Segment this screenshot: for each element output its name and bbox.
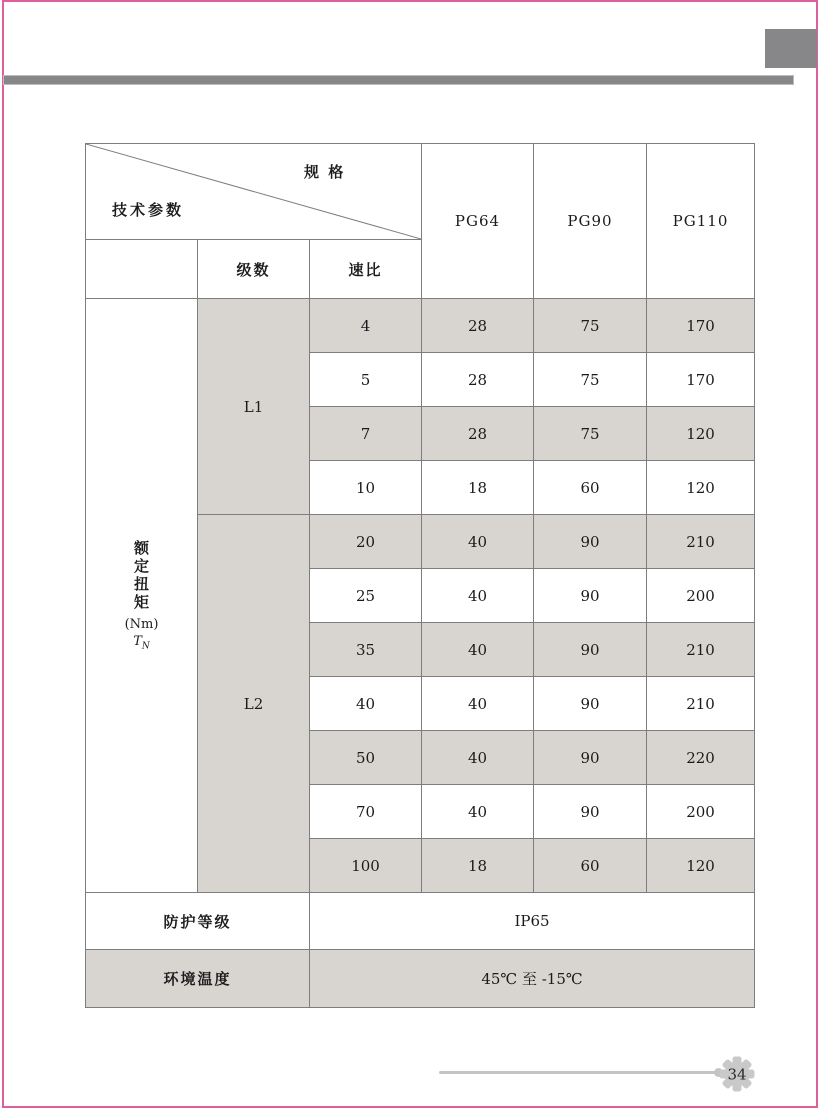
value-cell: 90 <box>534 569 647 623</box>
ambient-temperature-label: 环境温度 <box>86 950 310 1008</box>
table-corner-cell <box>86 144 422 240</box>
value-cell: 210 <box>647 623 755 677</box>
value-cell: 200 <box>647 785 755 839</box>
ratio-cell: 7 <box>310 407 422 461</box>
torque-symbol: $T_N$ <box>133 633 150 652</box>
column-header-pg110: PG110 <box>647 144 755 299</box>
value-cell: 170 <box>647 299 755 353</box>
column-header-pg90: PG90 <box>534 144 647 299</box>
ratio-cell: 20 <box>310 515 422 569</box>
top-right-gray-block <box>765 29 817 68</box>
ratio-cell: 50 <box>310 731 422 785</box>
value-cell: 210 <box>647 515 755 569</box>
ratio-cell: 70 <box>310 785 422 839</box>
value-cell: 90 <box>534 677 647 731</box>
value-cell: 220 <box>647 731 755 785</box>
ratio-cell: 5 <box>310 353 422 407</box>
value-cell: 40 <box>422 677 534 731</box>
table-row <box>86 299 755 353</box>
value-cell: 120 <box>647 461 755 515</box>
corner-bottom-label: 技术参数 <box>112 201 185 219</box>
value-cell: 90 <box>534 515 647 569</box>
footer-rule <box>439 1071 717 1074</box>
ratio-cell: 100 <box>310 839 422 893</box>
value-cell: 75 <box>534 407 647 461</box>
gear-icon <box>717 1054 757 1094</box>
column-header-pg64: PG64 <box>422 144 534 299</box>
ratio-cell: 35 <box>310 623 422 677</box>
spec-table <box>85 143 755 1008</box>
torque-label: 额定扭矩 <box>132 539 150 612</box>
value-cell: 75 <box>534 353 647 407</box>
page-number: 34 <box>727 1065 747 1084</box>
value-cell: 90 <box>534 785 647 839</box>
ratio-cell: 10 <box>310 461 422 515</box>
value-cell: 120 <box>647 407 755 461</box>
ratio-header: 速比 <box>310 240 422 299</box>
value-cell: 120 <box>647 839 755 893</box>
value-cell: 60 <box>534 839 647 893</box>
value-cell: 90 <box>534 731 647 785</box>
value-cell: 170 <box>647 353 755 407</box>
corner-top-label: 规 格 <box>304 163 346 181</box>
value-cell: 40 <box>422 623 534 677</box>
value-cell: 28 <box>422 299 534 353</box>
value-cell: 90 <box>534 623 647 677</box>
ratio-cell: 4 <box>310 299 422 353</box>
stage-cell-l1: L1 <box>198 299 310 515</box>
stages-header: 级数 <box>198 240 310 299</box>
value-cell: 28 <box>422 407 534 461</box>
top-gray-bar <box>3 75 794 85</box>
table-row <box>86 950 755 1008</box>
ratio-cell: 40 <box>310 677 422 731</box>
value-cell: 40 <box>422 569 534 623</box>
value-cell: 75 <box>534 299 647 353</box>
value-cell: 60 <box>534 461 647 515</box>
torque-unit: (Nm) <box>124 616 159 632</box>
diagonal-divider <box>86 144 421 239</box>
empty-header-cell <box>86 240 198 299</box>
protection-class-value: IP65 <box>310 893 755 950</box>
value-cell: 40 <box>422 515 534 569</box>
torque-label-cell <box>86 299 198 893</box>
ratio-cell: 25 <box>310 569 422 623</box>
table-row <box>86 893 755 950</box>
protection-class-label: 防护等级 <box>86 893 310 950</box>
value-cell: 28 <box>422 353 534 407</box>
value-cell: 18 <box>422 461 534 515</box>
value-cell: 210 <box>647 677 755 731</box>
stage-cell-l2: L2 <box>198 515 310 893</box>
value-cell: 18 <box>422 839 534 893</box>
value-cell: 40 <box>422 731 534 785</box>
value-cell: 200 <box>647 569 755 623</box>
value-cell: 40 <box>422 785 534 839</box>
ambient-temperature-value: 45℃ 至 -15℃ <box>310 950 755 1008</box>
